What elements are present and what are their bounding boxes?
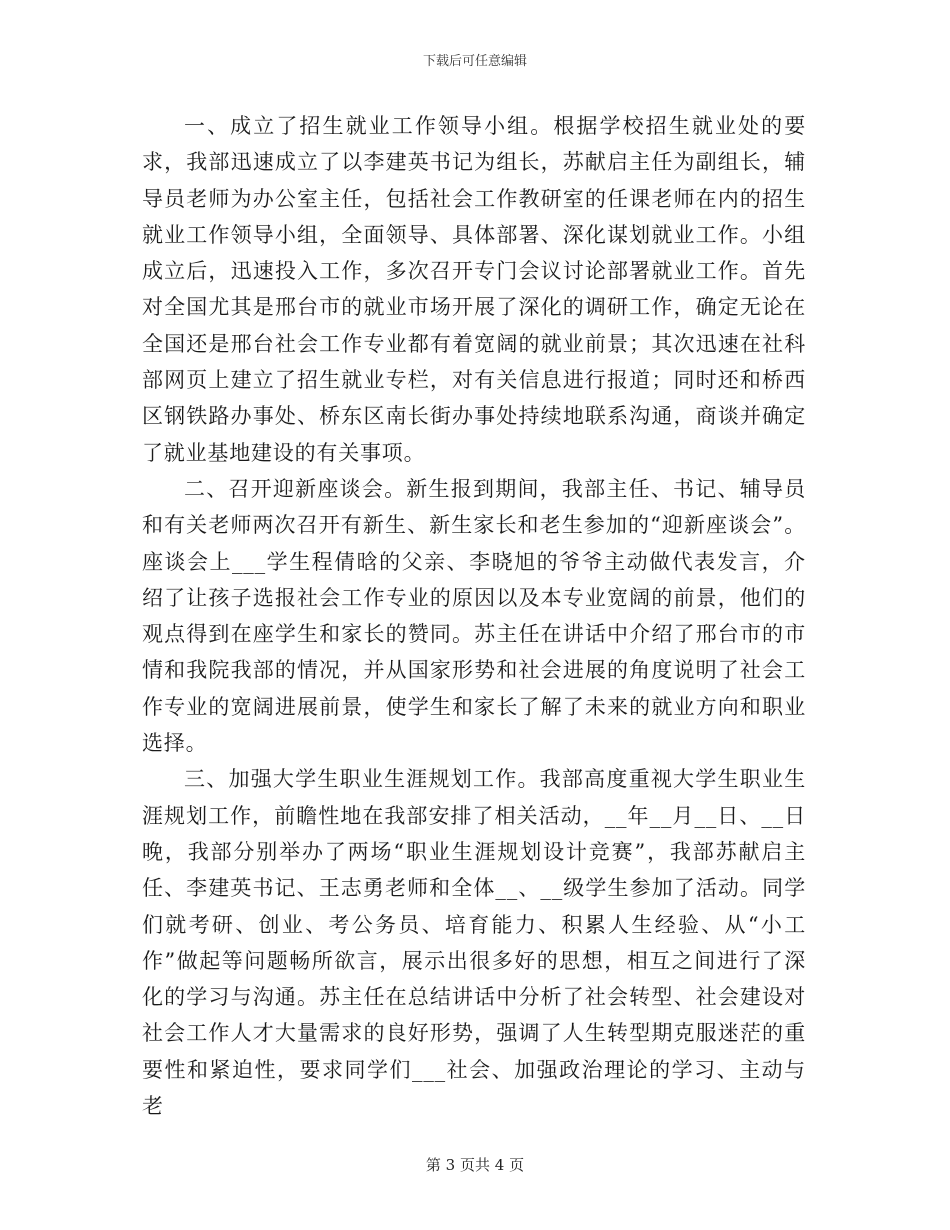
page-number-footer: 第 3 页共 4 页 (425, 1156, 525, 1174)
paragraph-3: 三、加强大学生职业生涯规划工作。我部高度重视大学生职业生涯规划工作，前瞻性地在我部安排了相关活动，__年__月__日、__日晚，我部分别举办了两场“职业生涯规划设计竞赛”，我部苏献启主任、李建英书记、王志勇老师和全体__、__级学生参加了活动。同学们就考研、创业、考公务员、培育能力、积累人生经验、从“小工作”做起等问题畅所欲言，展示出很多好的思想，相互之间进行了深化的学习与沟通。苏主任在总结讲话中分析了社会转型、社会建设对社会工作人才大量需求的良好形势，强调了人生转型期克服迷茫的重要性和紧迫性，要求同学们___社会、加强政治理论的学习、主动与老 (142, 767, 806, 1119)
page-header: 下载后可任意编辑 (422, 54, 527, 69)
paragraph-1: 一、成立了招生就业工作领导小组。根据学校招生就业处的要求，我部迅速成立了以李建英书记为组长，苏献启主任为副组长，辅导员老师为办公室主任，包括社会工作教研室的任课老师在内的招生就业工作领导小组，全面领导、具体部署、深化谋划就业工作。小组成立后，迅速投入工作，多次召开专门会议讨论部署就业工作。首先对全国尤其是邢台市的就业市场开展了深化的调研工作，确定无论在全国还是邢台社会工作专业都有着宽阔的就业前景；其次迅速在社科部网页上建立了招生就业专栏，对有关信息进行报道；同时还和桥西区钢铁路办事处、桥东区南长街办事处持续地联系沟通，商谈并确定了就业基地建设的有关事项。 (142, 114, 806, 465)
document-body (142, 108, 806, 1124)
paragraph-2: 二、召开迎新座谈会。新生报到期间，我部主任、书记、辅导员和有关老师两次召开有新生、新生家长和老生参加的“迎新座谈会”。座谈会上___学生程倩晗的父亲、李晓旭的爷爷主动做代表发言，介绍了让孩子选报社会工作专业的原因以及本专业宽阔的前景，他们的观点得到在座学生和家长的赞同。苏主任在讲话中介绍了邢台市的市情和我院我部的情况，并从国家形势和社会进展的角度说明了社会工作专业的宽阔进展前景，使学生和家长了解了未来的就业方向和职业选择。 (142, 476, 806, 756)
